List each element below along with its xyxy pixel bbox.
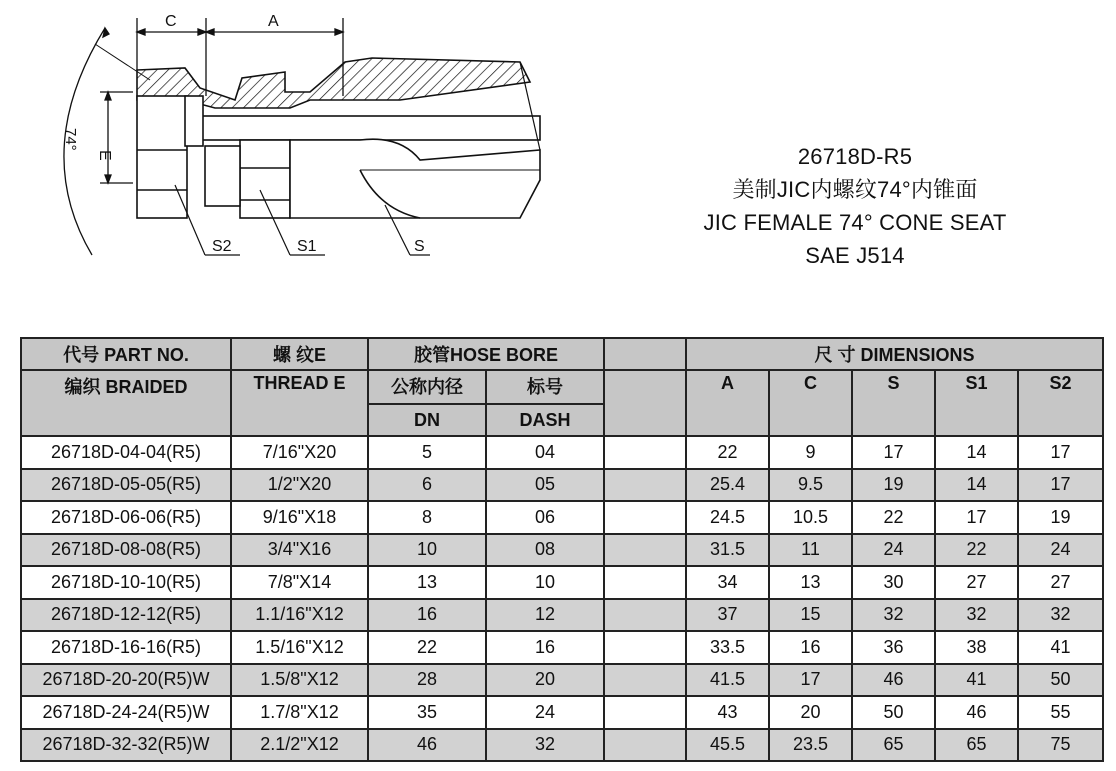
cell-thread: 3/4"X16 — [231, 534, 368, 567]
header-dn: DN — [368, 404, 486, 436]
cell-s1: 41 — [935, 664, 1018, 697]
model-number: 26718D-R5 — [797, 144, 913, 169]
table-row — [21, 469, 1103, 502]
cell-dash: 04 — [486, 436, 604, 469]
header-s2: S2 — [1018, 370, 1103, 436]
cell-thread: 7/8"X14 — [231, 566, 368, 599]
table-row — [21, 534, 1103, 567]
header-braided: 编织 BRAIDED — [21, 370, 231, 436]
label-s1: S1 — [297, 238, 317, 255]
cell-s: 22 — [852, 501, 935, 534]
cell-dash: 10 — [486, 566, 604, 599]
table-row — [21, 729, 1103, 762]
cell-s1: 38 — [935, 631, 1018, 664]
cell-part: 26718D-05-05(R5) — [21, 469, 231, 502]
cell-s1: 14 — [935, 436, 1018, 469]
cell-dn: 8 — [368, 501, 486, 534]
table-row — [21, 436, 1103, 469]
cell-thread: 1/2"X20 — [231, 469, 368, 502]
cell-part: 26718D-32-32(R5)W — [21, 729, 231, 762]
cell-thread: 9/16"X18 — [231, 501, 368, 534]
cell-a: 22 — [686, 436, 769, 469]
cell-c: 15 — [769, 599, 852, 632]
cell-s1: 46 — [935, 696, 1018, 729]
dim-a-label: A — [268, 13, 279, 30]
cell-a: 33.5 — [686, 631, 769, 664]
cell-c: 11 — [769, 534, 852, 567]
cell-a: 41.5 — [686, 664, 769, 697]
cell-thread: 2.1/2"X12 — [231, 729, 368, 762]
table-row — [21, 501, 1103, 534]
cell-s2: 75 — [1018, 729, 1103, 762]
cell-c: 23.5 — [769, 729, 852, 762]
table-row — [21, 664, 1103, 697]
cell-blank — [604, 469, 686, 502]
cell-dn: 5 — [368, 436, 486, 469]
fitting-cross-section-drawing — [0, 0, 600, 300]
cell-s2: 17 — [1018, 469, 1103, 502]
cell-thread: 1.5/8"X12 — [231, 664, 368, 697]
cell-dash: 20 — [486, 664, 604, 697]
header-blank-2 — [604, 370, 686, 436]
cell-dash: 08 — [486, 534, 604, 567]
header-hose-bore: 胶管HOSE BORE — [368, 338, 604, 370]
cell-s: 36 — [852, 631, 935, 664]
header-thread-cn: 螺 纹E — [231, 338, 368, 370]
cell-part: 26718D-12-12(R5) — [21, 599, 231, 632]
header-a: A — [686, 370, 769, 436]
cell-s1: 32 — [935, 599, 1018, 632]
cell-a: 25.4 — [686, 469, 769, 502]
header-blank — [604, 338, 686, 370]
cell-s2: 17 — [1018, 436, 1103, 469]
table-row — [21, 599, 1103, 632]
cell-s1: 27 — [935, 566, 1018, 599]
cell-s2: 55 — [1018, 696, 1103, 729]
cell-dash: 24 — [486, 696, 604, 729]
angle-label: 74° — [62, 128, 79, 151]
dim-c-label: C — [165, 13, 177, 30]
header-dash-cn: 标号 — [486, 370, 604, 404]
cell-blank — [604, 631, 686, 664]
cell-dash: 05 — [486, 469, 604, 502]
cell-s: 32 — [852, 599, 935, 632]
dim-e-label: E — [96, 150, 113, 161]
cell-c: 20 — [769, 696, 852, 729]
cell-thread: 7/16"X20 — [231, 436, 368, 469]
cell-a: 43 — [686, 696, 769, 729]
cell-part: 26718D-10-10(R5) — [21, 566, 231, 599]
standard: SAE J514 — [805, 243, 905, 268]
cell-s: 50 — [852, 696, 935, 729]
cell-part: 26718D-04-04(R5) — [21, 436, 231, 469]
english-name: JIC FEMALE 74° CONE SEAT — [703, 210, 1007, 235]
header-part-no: 代号 PART NO. — [21, 338, 231, 370]
cell-c: 17 — [769, 664, 852, 697]
cell-blank — [604, 436, 686, 469]
cell-dash: 16 — [486, 631, 604, 664]
cell-dn: 22 — [368, 631, 486, 664]
cell-dash: 06 — [486, 501, 604, 534]
cell-c: 10.5 — [769, 501, 852, 534]
cell-a: 34 — [686, 566, 769, 599]
cell-s1: 65 — [935, 729, 1018, 762]
cell-part: 26718D-16-16(R5) — [21, 631, 231, 664]
label-s2: S2 — [212, 238, 232, 255]
cell-s2: 41 — [1018, 631, 1103, 664]
cell-thread: 1.5/16"X12 — [231, 631, 368, 664]
cell-a: 45.5 — [686, 729, 769, 762]
header-dn-cn: 公称内径 — [368, 370, 486, 404]
cell-part: 26718D-06-06(R5) — [21, 501, 231, 534]
cell-s: 24 — [852, 534, 935, 567]
fitting-body — [137, 58, 540, 218]
cell-c: 16 — [769, 631, 852, 664]
cell-dn: 28 — [368, 664, 486, 697]
cell-dn: 10 — [368, 534, 486, 567]
cell-c: 9 — [769, 436, 852, 469]
cell-part: 26718D-24-24(R5)W — [21, 696, 231, 729]
cell-dn: 16 — [368, 599, 486, 632]
header-thread-en: THREAD E — [231, 370, 368, 436]
cell-dn: 35 — [368, 696, 486, 729]
cell-s: 65 — [852, 729, 935, 762]
cell-thread: 1.1/16"X12 — [231, 599, 368, 632]
cell-s: 19 — [852, 469, 935, 502]
table-row — [21, 696, 1103, 729]
cell-a: 24.5 — [686, 501, 769, 534]
chinese-name: 美制JIC内螺纹74°内锥面 — [732, 177, 978, 202]
cell-blank — [604, 534, 686, 567]
header-c: C — [769, 370, 852, 436]
table-row — [21, 631, 1103, 664]
header-s: S — [852, 370, 935, 436]
cell-blank — [604, 729, 686, 762]
cell-s1: 14 — [935, 469, 1018, 502]
cell-thread: 1.7/8"X12 — [231, 696, 368, 729]
cell-s: 17 — [852, 436, 935, 469]
cell-dash: 32 — [486, 729, 604, 762]
cell-blank — [604, 599, 686, 632]
cell-dash: 12 — [486, 599, 604, 632]
cell-s2: 27 — [1018, 566, 1103, 599]
cell-blank — [604, 566, 686, 599]
cell-c: 9.5 — [769, 469, 852, 502]
cell-s2: 19 — [1018, 501, 1103, 534]
cell-a: 37 — [686, 599, 769, 632]
title-block — [640, 140, 1070, 272]
cell-a: 31.5 — [686, 534, 769, 567]
cell-s2: 50 — [1018, 664, 1103, 697]
cell-dn: 13 — [368, 566, 486, 599]
table-row — [21, 566, 1103, 599]
cell-s: 46 — [852, 664, 935, 697]
cell-s1: 22 — [935, 534, 1018, 567]
cell-c: 13 — [769, 566, 852, 599]
cell-blank — [604, 664, 686, 697]
cell-s: 30 — [852, 566, 935, 599]
header-dimensions: 尺 寸 DIMENSIONS — [686, 338, 1103, 370]
cell-part: 26718D-20-20(R5)W — [21, 664, 231, 697]
cell-blank — [604, 501, 686, 534]
cell-part: 26718D-08-08(R5) — [21, 534, 231, 567]
header-dash: DASH — [486, 404, 604, 436]
cell-blank — [604, 696, 686, 729]
header-s1: S1 — [935, 370, 1018, 436]
cell-s1: 17 — [935, 501, 1018, 534]
dimensions-table — [20, 337, 1104, 762]
cell-dn: 46 — [368, 729, 486, 762]
cell-dn: 6 — [368, 469, 486, 502]
label-s: S — [414, 238, 425, 255]
cell-s2: 24 — [1018, 534, 1103, 567]
cell-s2: 32 — [1018, 599, 1103, 632]
